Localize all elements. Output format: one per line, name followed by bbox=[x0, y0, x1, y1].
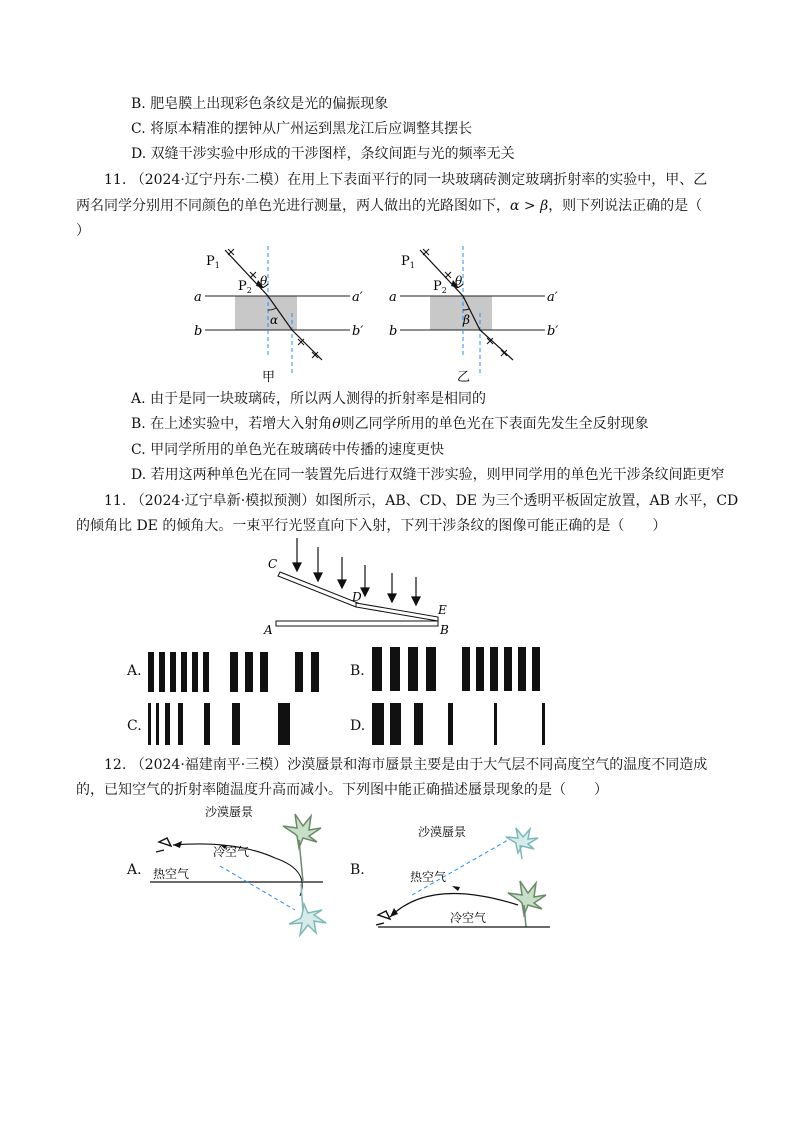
glass-block bbox=[430, 296, 492, 330]
label-c: C bbox=[268, 557, 278, 571]
label-b: B bbox=[440, 623, 449, 637]
q11a-option-b-text1: B. 在上述实验中，若增大入射角 bbox=[131, 416, 333, 432]
fringe-option-d-label: D. bbox=[350, 718, 366, 734]
q11a-option-b bbox=[131, 414, 649, 434]
beta-label: β bbox=[463, 313, 470, 327]
label-b: b bbox=[194, 324, 203, 339]
arrow-head bbox=[390, 908, 398, 917]
figure-left-jia bbox=[190, 238, 380, 388]
option-c-prev: C. 将原本精准的摆钟从广州运到黑龙江后应调整其摆长 bbox=[131, 121, 473, 137]
hot-air-label: 热空气 bbox=[153, 867, 190, 881]
fringe-pattern-c bbox=[146, 703, 326, 747]
mirage-a-title: 沙漠蜃景 bbox=[205, 805, 254, 819]
q11a-option-a: A. 由于是同一块玻璃砖，所以两人测得的折射率是相同的 bbox=[131, 391, 487, 407]
alpha-label: α bbox=[270, 313, 279, 327]
hot-air-label: 热空气 bbox=[410, 870, 447, 884]
q11a-option-b-text2: 则乙同学所用的单色光在下表面先发生全反射现象 bbox=[340, 416, 649, 432]
pin-p2-label: $P_2$ bbox=[433, 279, 447, 295]
mirage-figure-b bbox=[370, 815, 560, 940]
observer-eye-icon bbox=[376, 911, 390, 925]
q11a-option-b-theta: θ bbox=[332, 416, 341, 432]
apparent-ray-dashed bbox=[412, 840, 508, 895]
arrow-head bbox=[452, 886, 460, 891]
label-b: b bbox=[389, 324, 398, 339]
fringe-pattern-d bbox=[370, 703, 550, 747]
q12-line1: 12. （2024·福建南平·三模）沙漠蜃景和海市蜃景主要是由于大气层不同高度空气的温度不同造成 bbox=[104, 757, 708, 773]
option-d-prev: D. 双缝干涉实验中形成的干涉图样，条纹间距与光的频率无关 bbox=[131, 146, 515, 162]
label-a: A bbox=[264, 623, 273, 637]
q11a-option-c: C. 甲同学所用的单色光在玻璃砖中传播的速度更快 bbox=[131, 442, 445, 458]
mirage-b-title: 沙漠蜃景 bbox=[418, 825, 467, 839]
figure-right-yi bbox=[385, 238, 575, 388]
label-b-prime: b′ bbox=[547, 324, 559, 339]
mirage-option-b-label: B. bbox=[350, 862, 365, 878]
fringe-option-a-label: A. bbox=[127, 663, 142, 679]
theta-label: θ bbox=[260, 274, 268, 288]
label-b-prime: b′ bbox=[352, 324, 364, 339]
fringe-pattern-b bbox=[370, 647, 550, 693]
caption-jia: 甲 bbox=[262, 370, 276, 385]
pin-p1-label: $P_1$ bbox=[401, 254, 415, 270]
plate-ab bbox=[276, 621, 438, 626]
fringe-option-c-label: C. bbox=[127, 718, 142, 734]
label-a-prime: a′ bbox=[547, 290, 558, 305]
q11b-line2: 的倾角比 DE 的倾角大。一束平行光竖直向下入射，下列干涉条纹的图像可能正确的是（ ） bbox=[76, 518, 667, 534]
ray-to-tree bbox=[275, 858, 302, 896]
q11a-line2 bbox=[76, 196, 702, 216]
observer-eye-icon bbox=[156, 838, 171, 852]
label-e: E bbox=[438, 603, 447, 617]
cold-air-label: 冷空气 bbox=[213, 845, 250, 859]
q11a-line1: 11. （2024·辽宁丹东·二模）在用上下表面平行的同一块玻璃砖测定玻璃折射率的实验中，甲、乙 bbox=[104, 172, 708, 188]
option-b-prev: B. 肥皂膜上出现彩色条纹是光的偏振现象 bbox=[131, 96, 389, 112]
q11a-line3: ） bbox=[76, 223, 90, 239]
mirage-option-a-label: A. bbox=[127, 862, 142, 878]
arrow-head bbox=[173, 841, 182, 848]
palm-tree-icon bbox=[283, 814, 321, 882]
label-a-prime: a′ bbox=[352, 290, 363, 305]
fringe-option-b-label: B. bbox=[350, 663, 365, 679]
plate-de bbox=[356, 603, 438, 621]
q12-line2: 的，已知空气的折射率随温度升高而减小。下列图中能正确描述蜃景现象的是（ ） bbox=[76, 782, 608, 798]
fringe-pattern-a bbox=[146, 652, 326, 694]
palm-tree-image-icon bbox=[506, 828, 538, 859]
label-a: a bbox=[389, 290, 397, 305]
label-d: D bbox=[352, 590, 362, 604]
label-a: a bbox=[194, 290, 202, 305]
q11a-line2-text: 两名同学分别用不同颜色的单色光进行测量，两人做出的光路图如下， bbox=[76, 198, 510, 214]
figure-plates bbox=[260, 535, 460, 640]
apparent-ray-dashed bbox=[220, 866, 295, 910]
caption-yi: 乙 bbox=[457, 370, 471, 385]
pin-p1-label: $P_1$ bbox=[206, 254, 220, 270]
q11a-condition: α > β bbox=[510, 198, 549, 214]
pin-p2-label: $P_2$ bbox=[238, 279, 252, 295]
theta-label: θ bbox=[455, 274, 463, 288]
q11a-line2-tail: ，则下列说法正确的是（ bbox=[548, 198, 703, 214]
q11b-line1: 11. （2024·辽宁阜新·模拟预测）如图所示，AB、CD、DE 为三个透明平板固定放置，AB 水平，CD bbox=[104, 493, 739, 509]
cold-air-label: 冷空气 bbox=[450, 911, 487, 925]
q11a-option-d: D. 若用这两种单色光在同一装置先后进行双缝干涉实验，则甲同学用的单色光干涉条纹间距更窄 bbox=[131, 467, 725, 483]
mirage-figure-a bbox=[145, 800, 335, 940]
